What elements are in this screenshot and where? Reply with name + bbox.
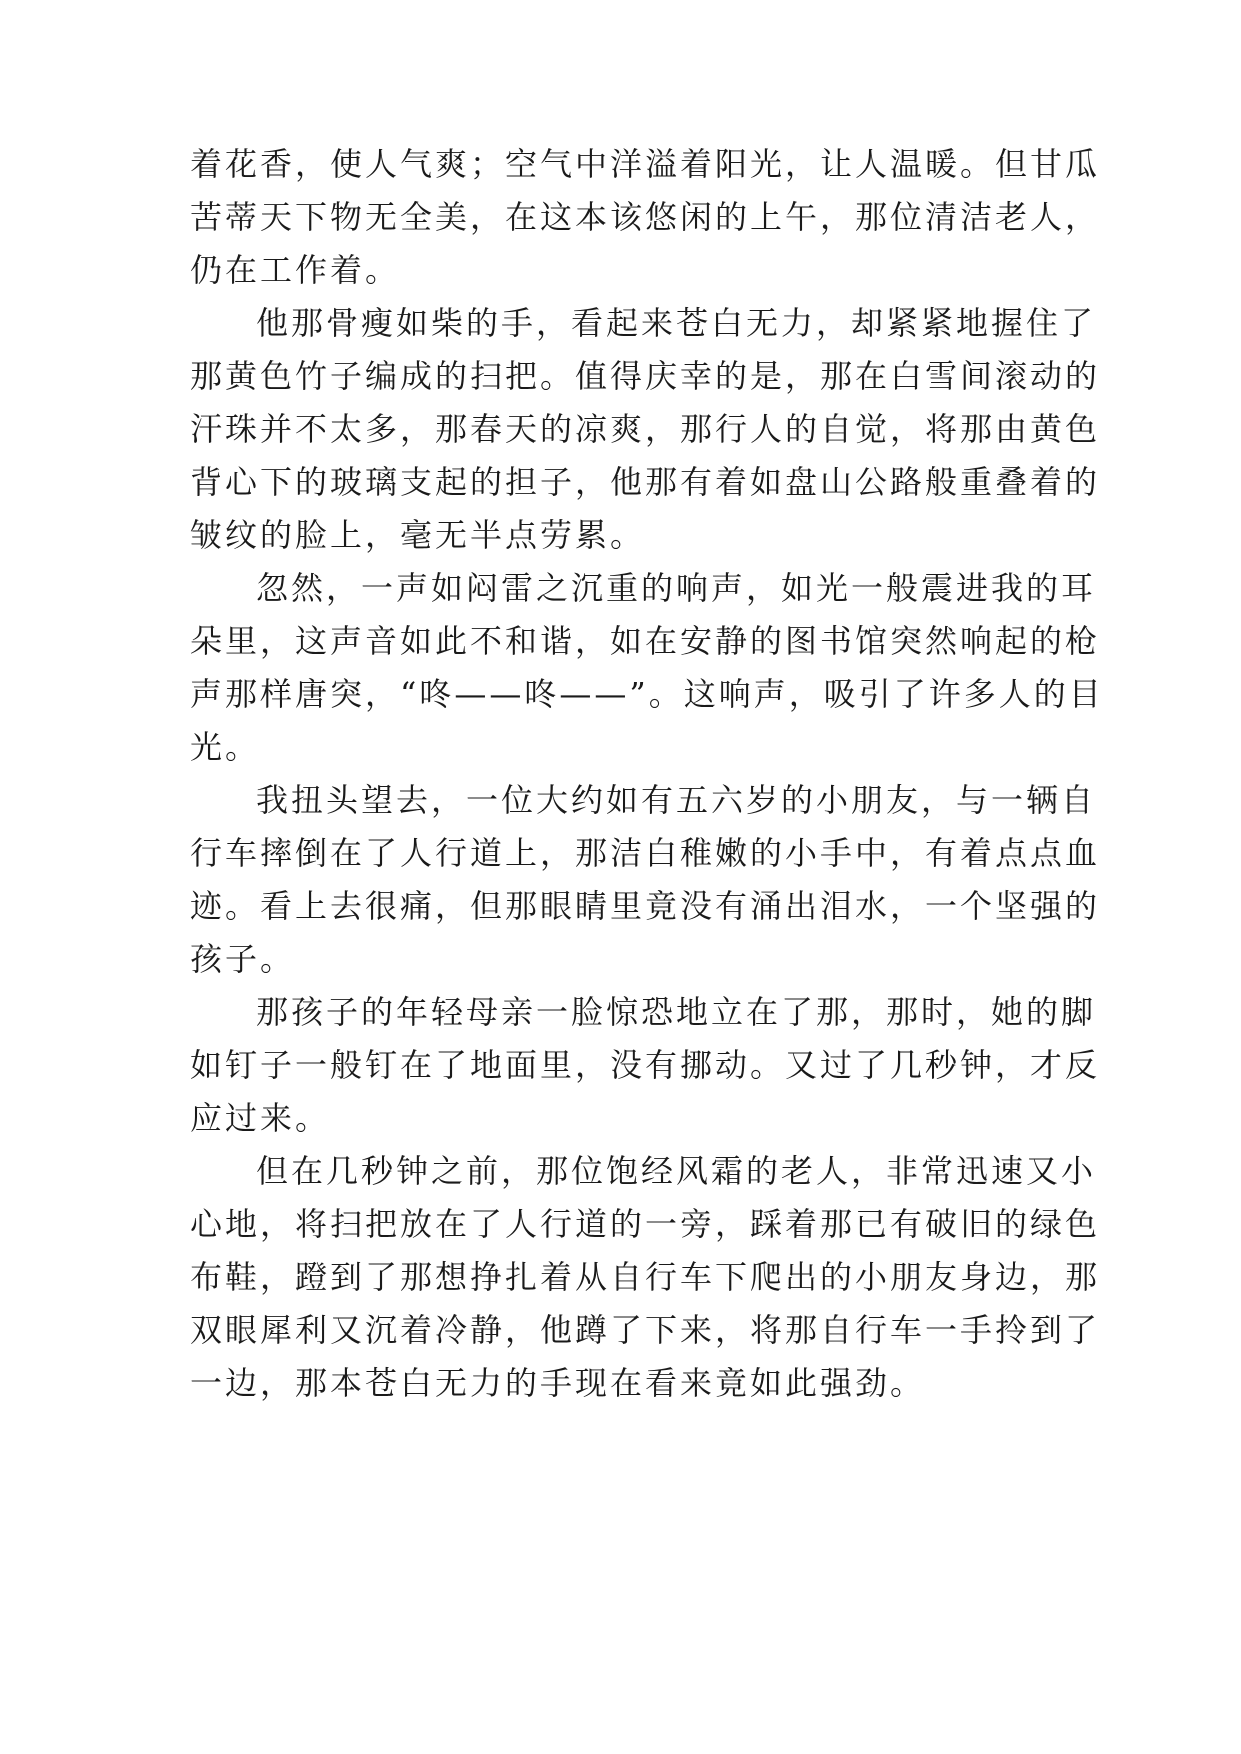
text-line-21: 心地，将扫把放在了人行道的一旁，踩着那已有破旧的绿色 [190, 1205, 1101, 1243]
text-line-1: 着花香，使人气爽；空气中洋溢着阳光，让人温暖。但甘瓜 [190, 145, 1101, 183]
text-line-2: 苦蒂天下物无全美，在这本该悠闲的上午，那位清洁老人， [190, 198, 1101, 236]
text-line-22: 布鞋，蹬到了那想挣扎着从自行车下爬出的小朋友身边，那 [190, 1258, 1101, 1296]
text-line-7: 背心下的玻璃支起的担子，他那有着如盘山公路般重叠着的 [190, 463, 1101, 501]
text-line-11: 声那样唐突，“咚——咚——”。这响声，吸引了许多人的目 [190, 675, 1104, 713]
text-line-15: 迹。看上去很痛，但那眼睛里竟没有涌出泪水，一个坚强的 [190, 887, 1101, 925]
paragraph-start-line: 那孩子的年轻母亲一脸惊恐地立在了那，那时，她的脚 [256, 993, 1097, 1031]
paragraph-start-line: 忽然，一声如闷雷之沉重的响声，如光一般震进我的耳 [256, 569, 1097, 607]
text-line-5: 那黄色竹子编成的扫把。值得庆幸的是，那在白雪间滚动的 [190, 357, 1101, 395]
text-line-10: 朵里，这声音如此不和谐，如在安静的图书馆突然响起的枪 [190, 622, 1101, 660]
text-line-23: 双眼犀利又沉着冷静，他蹲了下来，将那自行车一手拎到了 [190, 1311, 1101, 1349]
text-line-14: 行车摔倒在了人行道上，那洁白稚嫩的小手中，有着点点血 [190, 834, 1101, 872]
text-line-18: 如钉子一般钉在了地面里，没有挪动。又过了几秒钟，才反 [190, 1046, 1101, 1084]
text-line-8: 皱纹的脸上，毫无半点劳累。 [190, 516, 646, 554]
text-line-3: 仍在工作着。 [190, 251, 401, 289]
text-line-12: 光。 [190, 728, 261, 766]
text-line-24: 一边，那本苍白无力的手现在看来竟如此强劲。 [190, 1364, 926, 1402]
paragraph-start-line: 我扭头望去，一位大约如有五六岁的小朋友，与一辆自 [256, 781, 1097, 819]
text-line-19: 应过来。 [190, 1099, 331, 1137]
paragraph-start-line: 他那骨瘦如柴的手，看起来苍白无力，却紧紧地握住了 [256, 304, 1097, 342]
paragraph-start-line: 但在几秒钟之前，那位饱经风霜的老人，非常迅速又小 [256, 1152, 1097, 1190]
text-line-6: 汗珠并不太多，那春天的凉爽，那行人的自觉，将那由黄色 [190, 410, 1101, 448]
text-line-16: 孩子。 [190, 940, 296, 978]
